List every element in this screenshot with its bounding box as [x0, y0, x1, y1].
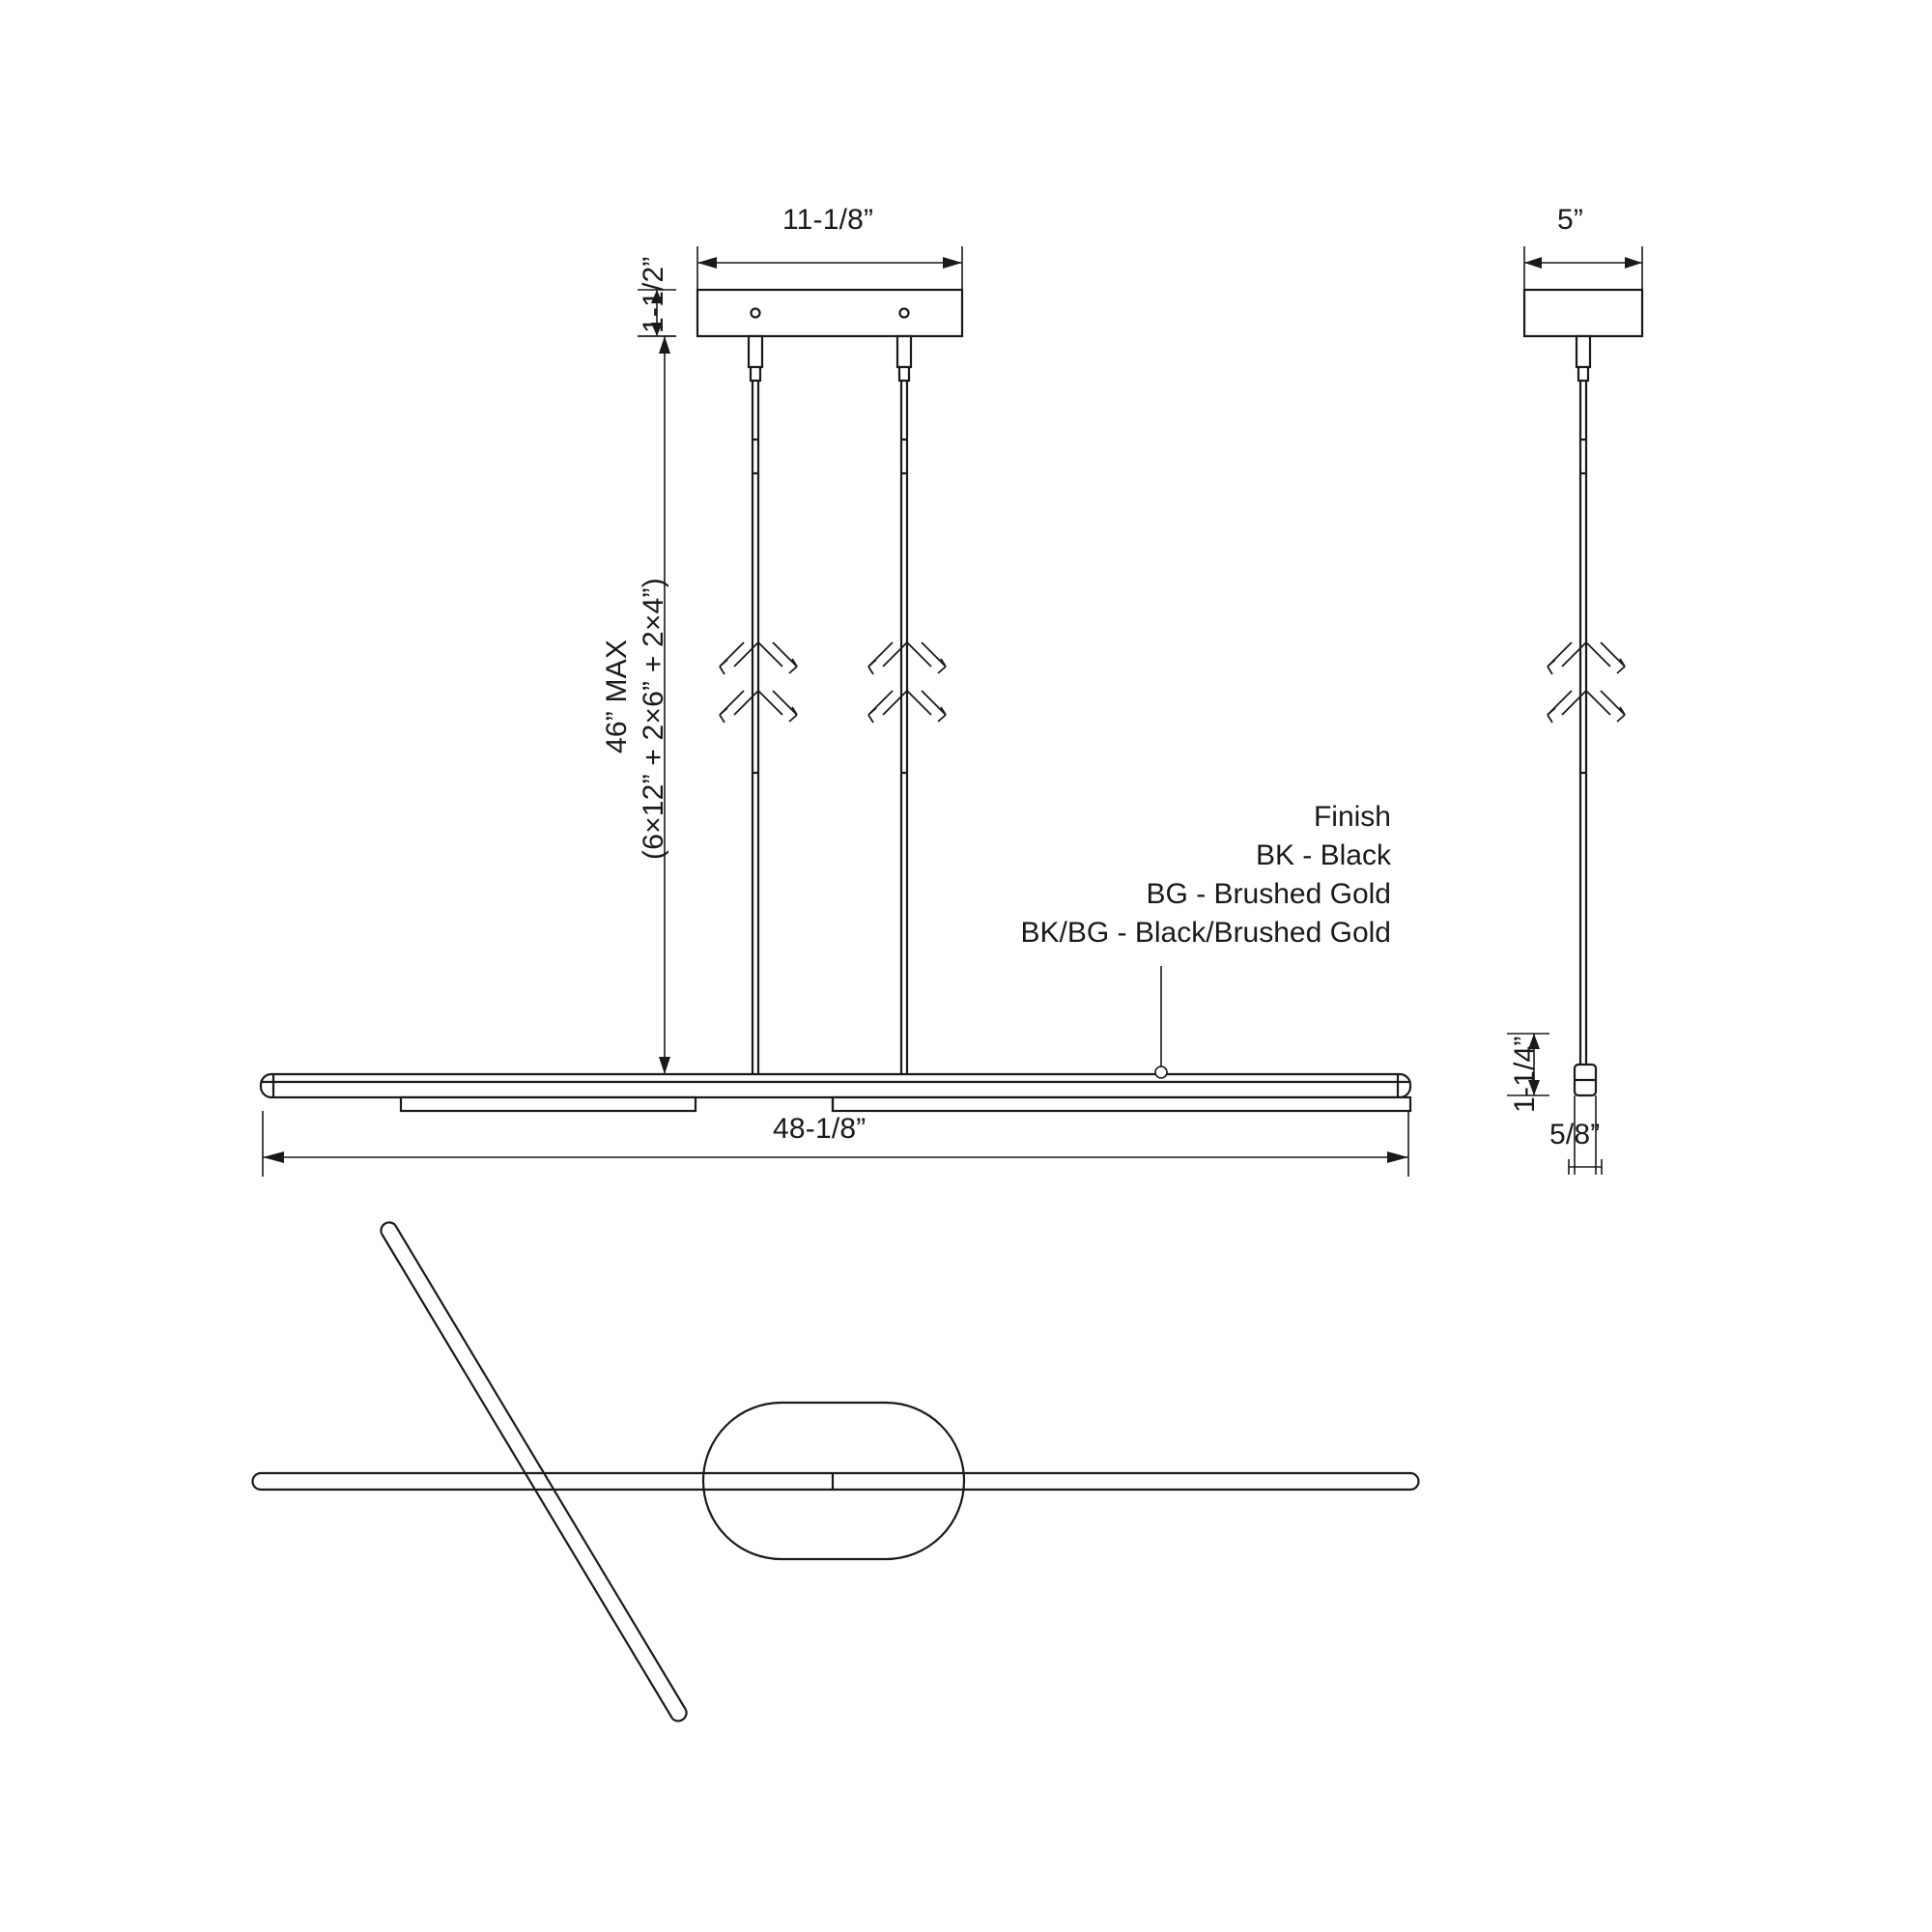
plan-diagonal-bar	[381, 1222, 686, 1720]
side-canopy-body	[1524, 290, 1642, 336]
finish-leader	[1155, 966, 1167, 1078]
light-bar-side-section	[1575, 1065, 1596, 1095]
finish-callout	[792, 798, 1391, 952]
canopy-body	[697, 290, 962, 336]
light-bar-front	[261, 1074, 1410, 1111]
finish-option-bkbg: BK/BG - Black/Brushed Gold	[1020, 917, 1391, 949]
side-canopy-width-dimension	[1524, 246, 1642, 290]
bar-depth-label: 5/8”	[1549, 1119, 1601, 1151]
canopy-height-label: 1-1/2”	[638, 256, 669, 333]
drop-max-detail-label: (6×12” + 2×6” + 2×4”)	[638, 578, 669, 860]
stem-left	[720, 336, 797, 1088]
side-stem	[1548, 336, 1625, 1080]
stem-right	[868, 336, 946, 1088]
canopy-screw-right	[900, 309, 909, 318]
finish-option-bg: BG - Brushed Gold	[1146, 878, 1391, 910]
overall-length-label: 48-1/8”	[773, 1113, 867, 1145]
bar-height-label: 1-1/4”	[1509, 1036, 1541, 1113]
canopy-width-dimension	[697, 246, 962, 290]
finish-option-bk: BK - Black	[1255, 839, 1391, 871]
drop-max-label: 46” MAX	[601, 639, 633, 753]
canopy-screw-left	[752, 309, 760, 318]
front-elevation-group	[261, 246, 1410, 1177]
side-canopy-width-label: 5”	[1557, 204, 1584, 236]
plan-view-group	[253, 1222, 1419, 1720]
finish-heading: Finish	[1313, 801, 1391, 833]
canopy-width-label: 11-1/8”	[782, 204, 874, 236]
